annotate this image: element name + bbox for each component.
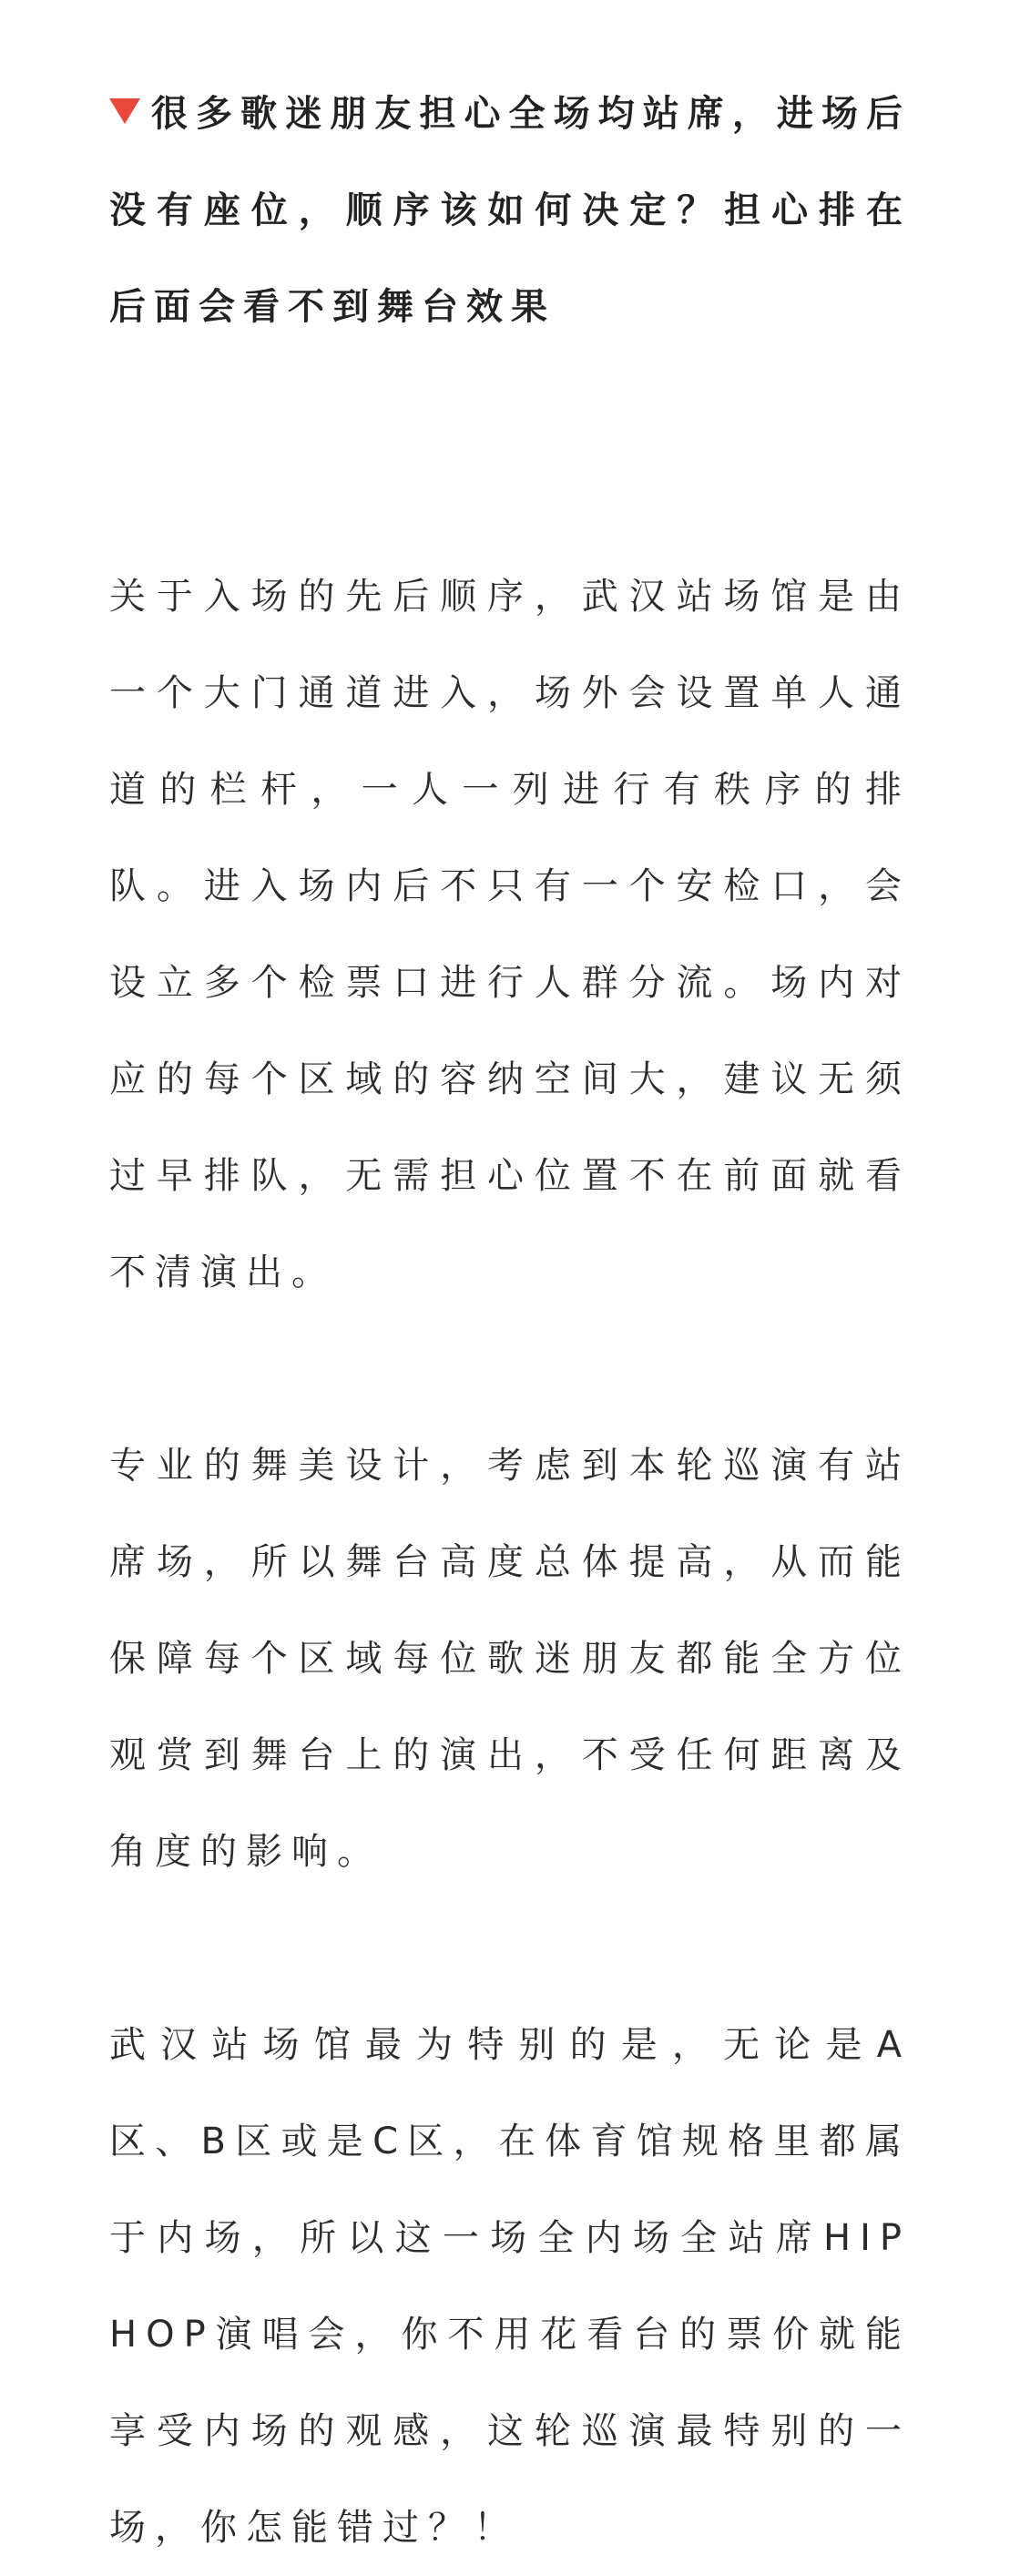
red-down-triangle-icon: [109, 98, 140, 124]
article: [109, 66, 911, 2576]
paragraph-venue-special: 武汉站场馆最为特别的是，无论是A区、B区或是C区，在体育馆规格里都属于内场，所以这一场全内场全站席HIP HOP演唱会，你不用花看台的票价就能享受内场的观感，这轮巡演最特别的一场，你怎能错过？！: [109, 2024, 911, 2549]
paragraph-entry-order: 关于入场的先后顺序，武汉站场馆是由一个大门通道进入，场外会设置单人通道的栏杆，一人一列进行有秩序的排队。进入场内后不只有一个安检口，会设立多个检票口进行人群分流。场内对应的每个区域的容纳空间大，建议无须过早排队，无需担心位置不在前面就看不清演出。: [109, 576, 911, 1293]
paragraph-gap: [109, 1321, 911, 1417]
article-heading-text: 很多歌迷朋友担心全场均站席，进场后没有座位，顺序该如何决定？担心排在后面会看不到舞台效果: [109, 93, 911, 328]
paragraph-stage-design: 专业的舞美设计，考虑到本轮巡演有站席场，所以舞台高度总体提高，从而能保障每个区域每位歌迷朋友都能全方位观赏到舞台上的演出，不受任何距离及角度的影响。: [109, 1445, 911, 1873]
article-heading: [109, 66, 911, 355]
paragraph-gap: [109, 1900, 911, 1997]
paragraph-gap: [109, 452, 911, 548]
paragraph-gap: [109, 355, 911, 452]
